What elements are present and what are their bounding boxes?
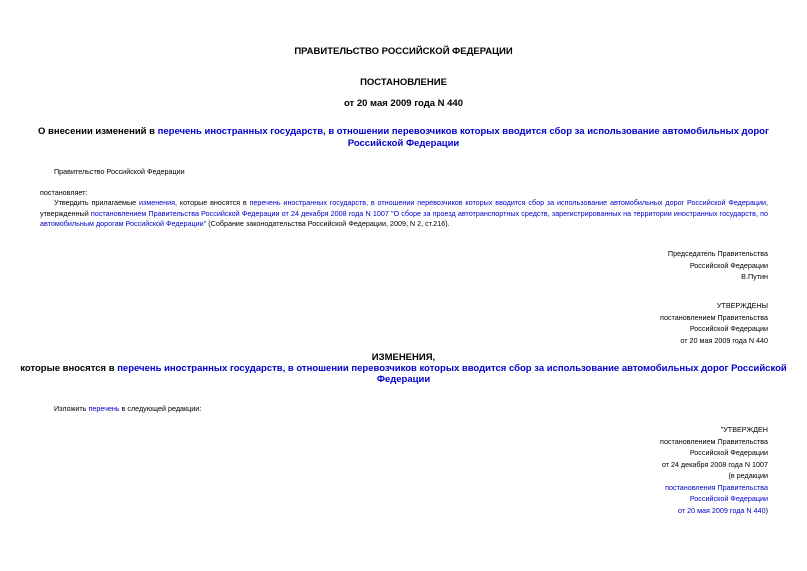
p1-text-a: Утвердить прилагаемые <box>54 198 139 207</box>
statement-text-a: Изложить <box>54 404 89 413</box>
approved2-label: "УТВЕРЖДЕН <box>720 425 768 434</box>
approved-by: постановлением Правительства <box>660 312 768 322</box>
p1-link-changes[interactable]: изменения <box>138 198 176 207</box>
approved2-link2[interactable]: Российской Федерации <box>689 494 768 503</box>
signature-block <box>668 248 768 283</box>
document-title <box>0 126 807 150</box>
gov-line: Правительство Российской Федерации <box>54 167 185 176</box>
approved-block <box>660 300 768 346</box>
approved2-by: постановлением Правительства <box>660 436 768 446</box>
changes-sub-prefix: которые вносятся в <box>20 363 118 374</box>
p1-text-c: , утвержденный <box>40 198 768 218</box>
changes-subtitle <box>0 363 807 385</box>
p1-link-resolution[interactable]: постановлением Правительства Российской Федерации от 24 декабря 2008 года N 1007 "О сборе за проезд автотранспортных средств, зарегистрированных на территории иностранных государств, по автомобильным дорогам Российской Федерации" <box>40 208 768 228</box>
approved2-link3[interactable]: от 20 мая 2009 года N 440 <box>677 505 766 515</box>
approved-label: УТВЕРЖДЕНЫ <box>716 301 768 310</box>
changes-heading: ИЗМЕНЕНИЯ, <box>371 352 436 363</box>
approved2-block <box>660 424 768 516</box>
p1-text-b: , которые вносятся в <box>175 198 250 207</box>
approved2-close: ) <box>765 505 768 515</box>
statement-text-b: в следующей редакции: <box>119 404 202 413</box>
title-prefix: О внесении изменений в <box>38 126 158 137</box>
statement-line <box>54 404 201 414</box>
decree-paragraph <box>40 198 768 230</box>
decrees-line: постановляет: <box>40 188 88 197</box>
title-link-line2[interactable]: Российской Федерации <box>347 138 460 149</box>
changes-sub-link-line2[interactable]: Федерации <box>376 374 431 385</box>
approved2-link1[interactable]: постановления Правительства <box>665 482 768 492</box>
approved2-country: Российской Федерации <box>689 448 768 457</box>
statement-link-list[interactable]: перечень <box>88 404 120 413</box>
doc-type-heading: ПОСТАНОВЛЕНИЕ <box>360 77 447 88</box>
signature-name: В.Путин <box>741 272 768 281</box>
signature-title: Председатель Правительства <box>667 249 768 258</box>
government-heading: ПРАВИТЕЛЬСТВО РОССИЙСКОЙ ФЕДЕРАЦИИ <box>294 46 513 57</box>
approved-country: Российской Федерации <box>689 324 768 333</box>
p1-text-d: (Собрание законодательства Российской Федерации, 2009, N 2, ст.216). <box>206 219 450 228</box>
approved2-date: от 24 декабря 2008 года N 1007 <box>661 459 768 469</box>
doc-date-number: от 20 мая 2009 года N 440 <box>343 98 464 109</box>
title-link-line1[interactable]: перечень иностранных государств, в отношении перевозчиков которых вводится сбор за использование автомобильных дорог <box>157 126 769 137</box>
signature-country: Российской Федерации <box>689 260 768 270</box>
approved2-revision: (в редакции <box>728 471 768 480</box>
p1-link-list[interactable]: перечень иностранных государств, в отношении перевозчиков которых вводится сбор за использование автомобильных дорог Российской Федерации <box>249 198 766 207</box>
changes-sub-link-line1[interactable]: перечень иностранных государств, в отношении перевозчиков которых вводится сбор за использование автомобильных дорог Российской <box>117 363 787 374</box>
approved-date: от 20 мая 2009 года N 440 <box>680 335 768 345</box>
